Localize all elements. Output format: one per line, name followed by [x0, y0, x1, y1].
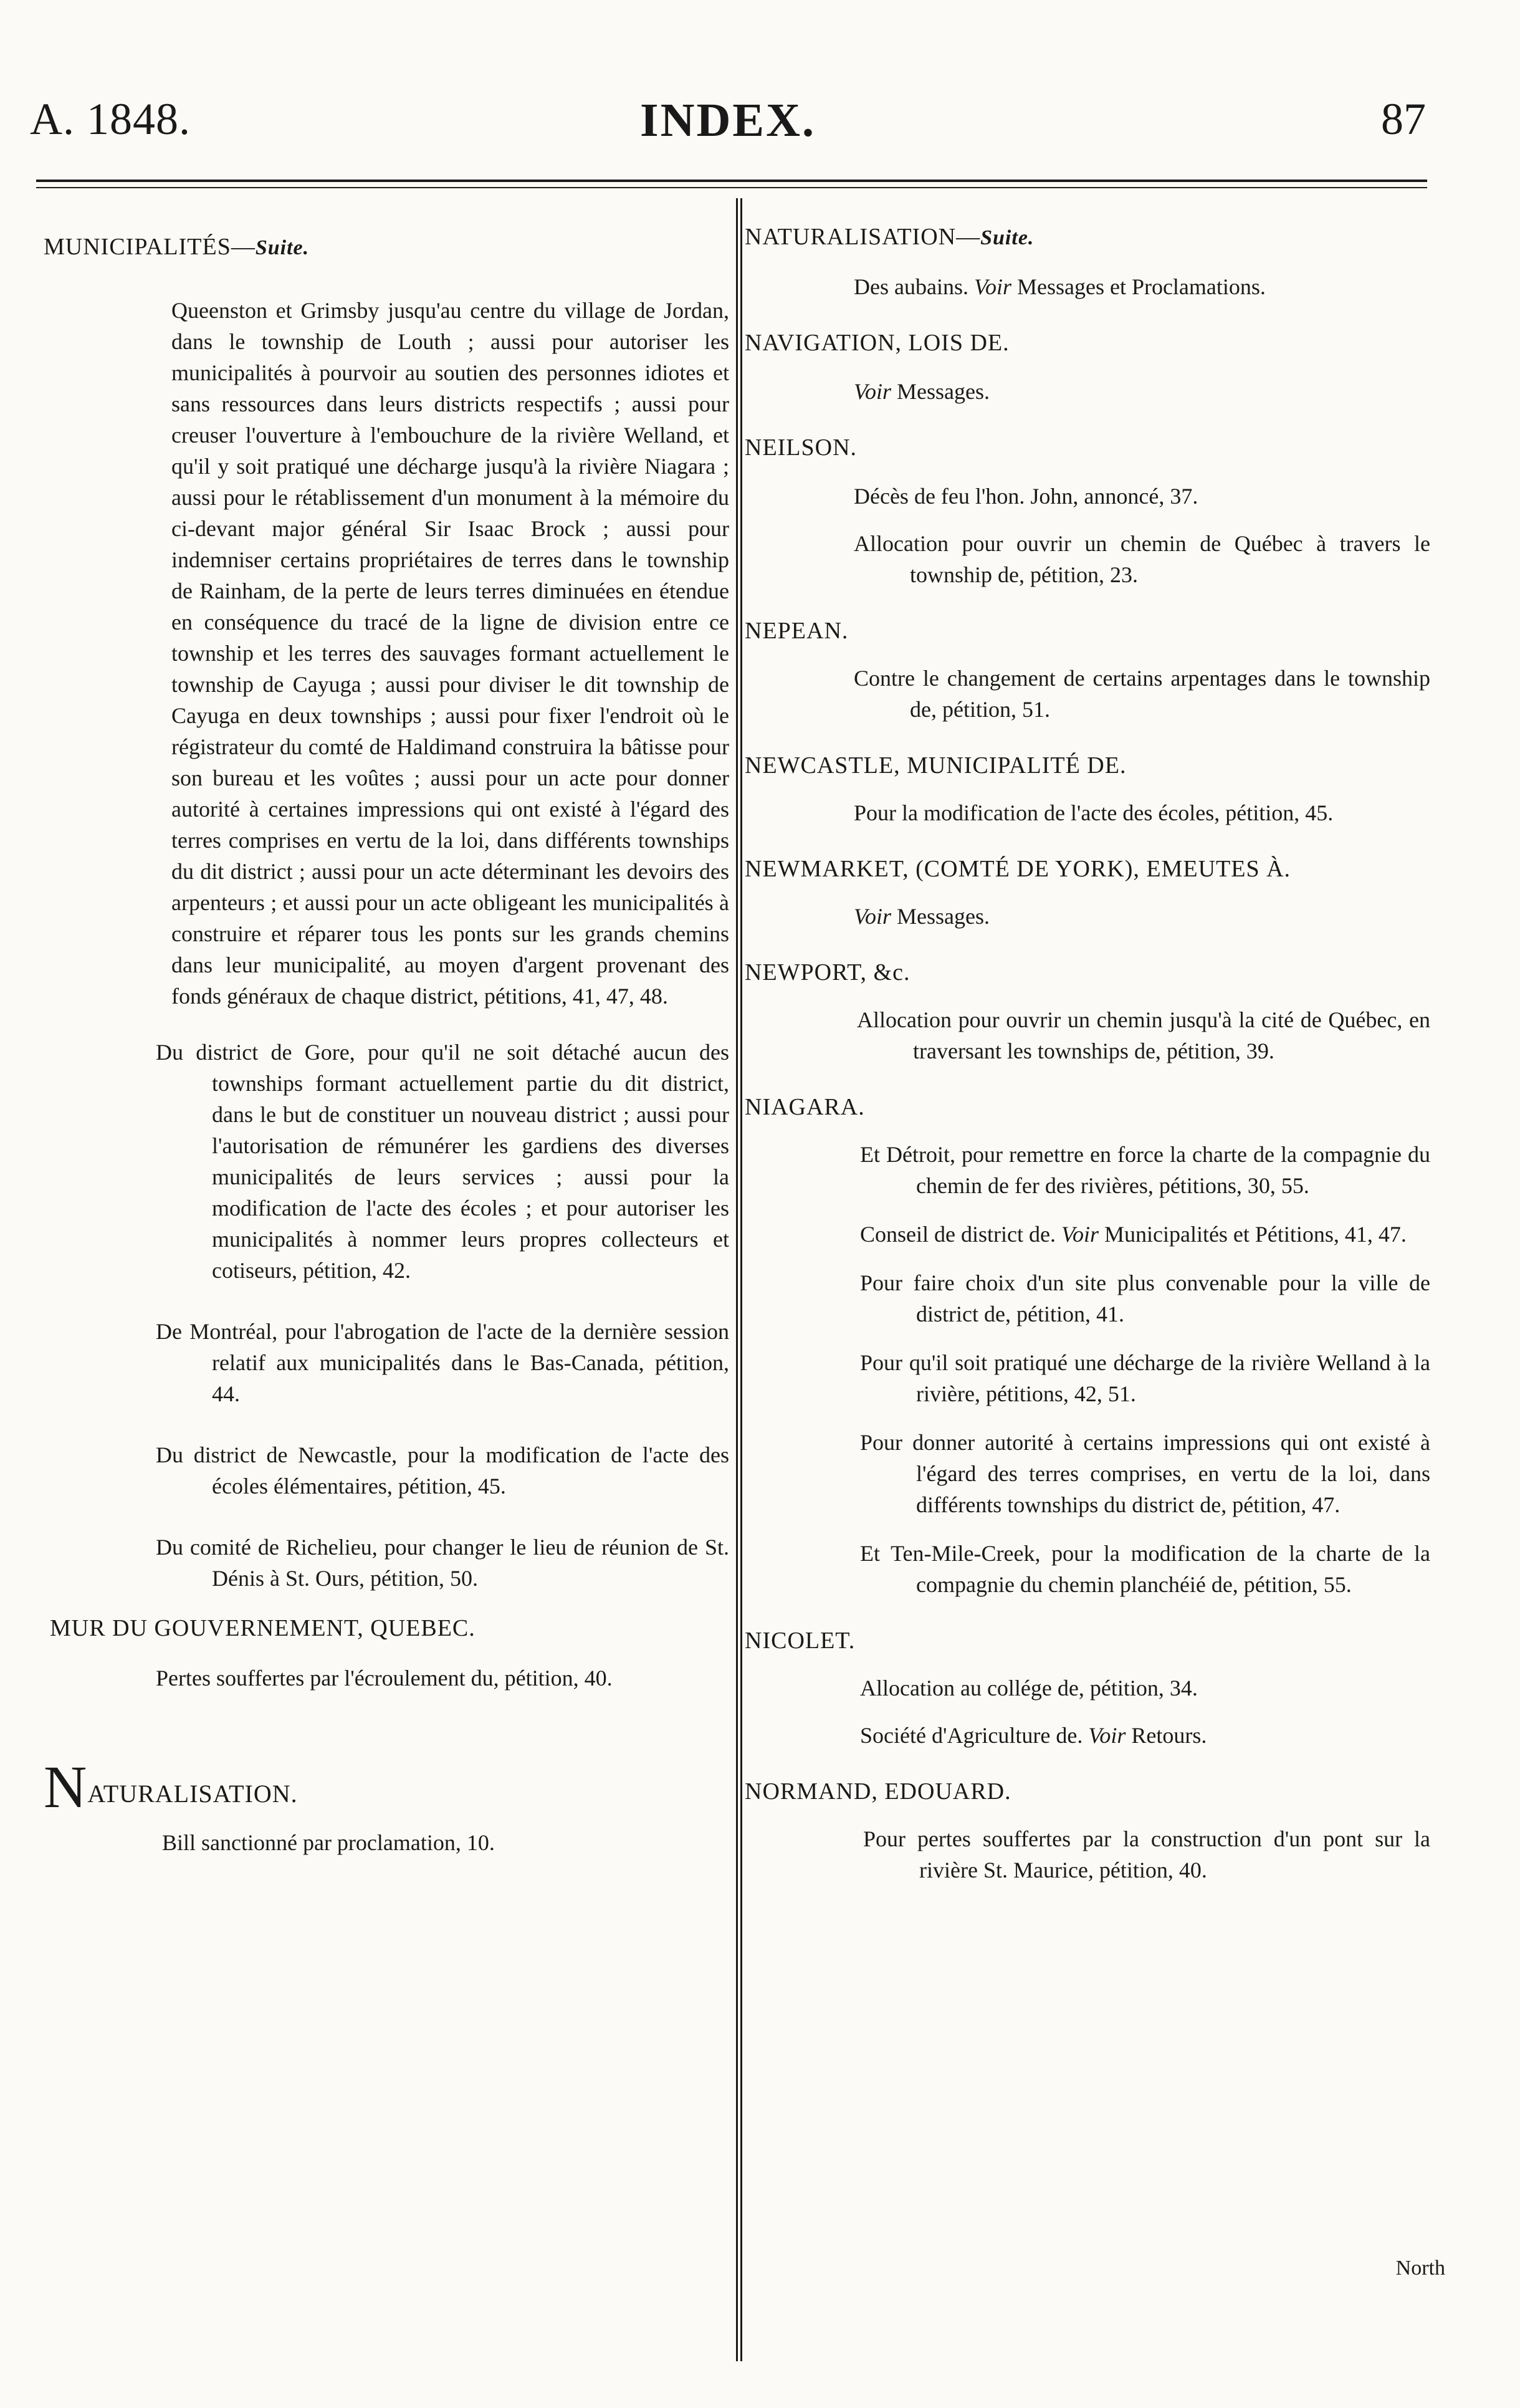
catchword: North	[1395, 2257, 1445, 2280]
entry-text: Société d'Agriculture de.	[860, 1723, 1083, 1748]
heading-text: ATURALISATION.	[87, 1780, 298, 1808]
voir-ref: Voir	[1061, 1222, 1099, 1247]
entry-text: Conseil de district de.	[860, 1222, 1056, 1247]
running-header	[30, 94, 1426, 150]
sub-entry: Et Détroit, pour remettre en force la charte de la compagnie du chemin de fer des rivières, pétitions, 30, 55.	[860, 1142, 1430, 1198]
sub-entry: Pour donner autorité à certains impressions qui ont existé à l'égard des terres comprises, en vertu de la loi, dans différents townships du district de, pétition, 47.	[860, 1430, 1430, 1517]
entry-heading-newmarket: NEWMARKET, (COMTÉ DE YORK), EMEUTES À.	[745, 856, 1291, 882]
entry-heading-naturalisation	[44, 1753, 729, 1820]
entry-heading-nepean: NEPEAN.	[745, 618, 849, 644]
sub-entry: Allocation pour ouvrir un chemin de Québec à travers le township de, pétition, 23.	[854, 531, 1430, 587]
sub-entry	[854, 271, 1430, 302]
year-label: A. 1848.	[30, 94, 191, 144]
sub-entry	[860, 1720, 1430, 1751]
voir-ref: Voir	[854, 379, 892, 404]
suite-label: Suite.	[980, 226, 1035, 249]
entry-heading-municipalites	[44, 231, 729, 264]
entry-heading-niagara: NIAGARA.	[745, 1094, 865, 1120]
voir-ref: Voir	[1088, 1723, 1126, 1748]
sub-entry: Pertes souffertes par l'écroulement du, pétition, 40.	[156, 1666, 613, 1691]
sub-entry: Et Ten-Mile-Creek, pour la modification de la charte de la compagnie du chemin planchéié de, pétition, 55.	[860, 1541, 1430, 1597]
right-column	[745, 221, 1430, 1886]
header-rule-thick	[36, 180, 1427, 182]
sub-entry: Pour faire choix d'un site plus convenable pour la ville de district de, pétition, 41.	[860, 1270, 1430, 1326]
entry-text: Retours.	[1131, 1723, 1207, 1748]
entry-text: Messages.	[897, 904, 990, 929]
sub-entry: Pour la modification de l'acte des écoles, pétition, 45.	[854, 800, 1334, 825]
sub-entry	[854, 901, 1430, 932]
entry-heading-navigation: NAVIGATION, LOIS DE.	[745, 330, 1010, 356]
page-number: 87	[1381, 94, 1426, 144]
sub-entry: Décès de feu l'hon. John, annoncé, 37.	[854, 484, 1198, 509]
heading-text: NATURALISATION—	[745, 224, 981, 250]
suite-label: Suite.	[255, 236, 310, 259]
sub-entry: De Montréal, pour l'abrogation de l'acte de la dernière session relatif aux municipalités dans le Bas-Canada, pétition, 44.	[156, 1319, 729, 1406]
entry-text: Des aubains.	[854, 274, 968, 299]
sub-entry: Du comité de Richelieu, pour changer le lieu de réunion de St. Dénis à St. Ours, pétition, 50.	[156, 1535, 729, 1591]
sub-entry: Pour qu'il soit pratiqué une décharge de la rivière Welland à la rivière, pétitions, 42, 51.	[860, 1350, 1430, 1406]
column-divider	[736, 198, 742, 2361]
page-title: INDEX.	[640, 94, 816, 146]
voir-ref: Voir	[854, 904, 892, 929]
entry-heading-newcastle: NEWCASTLE, MUNICIPALITÉ DE.	[745, 752, 1127, 779]
entry-heading-newport: NEWPORT, &c.	[745, 959, 911, 986]
sub-entry: Bill sanctionné par proclamation, 10.	[162, 1830, 495, 1855]
entry-heading-nicolet: NICOLET.	[745, 1628, 856, 1654]
sub-entry	[854, 376, 1430, 407]
entry-text: Municipalités et Pétitions, 41, 47.	[1104, 1222, 1407, 1247]
entry-text: Messages et Proclamations.	[1016, 274, 1266, 299]
entry-heading-normand: NORMAND, EDOUARD.	[745, 1778, 1011, 1805]
drop-initial: N	[44, 1753, 88, 1820]
entry-heading-mur: MUR DU GOUVERNEMENT, QUEBEC.	[50, 1615, 476, 1641]
entry-text: Messages.	[897, 379, 990, 404]
entry-heading-neilson: NEILSON.	[745, 434, 858, 461]
header-rule-thin	[36, 187, 1427, 188]
sub-entry: Du district de Newcastle, pour la modification de l'acte des écoles élémentaires, pétition, 45.	[156, 1442, 729, 1499]
sub-entry: Allocation pour ouvrir un chemin jusqu'à la cité de Québec, en traversant les townships de, pétition, 39.	[857, 1007, 1430, 1063]
sub-entry: Du district de Gore, pour qu'il ne soit détaché aucun des townships formant actuellement partie du dit district, dans le but de constituer un nouveau district ; aussi pour l'autorisation de rémunérer les gardiens des diverses municipalités de leurs services ; aussi pour la modification de l'acte des écoles ; et pour autoriser les municipalités à nommer leurs propres collecteurs et cotiseurs, pétition, 42.	[156, 1040, 729, 1283]
sub-entry: Pour pertes souffertes par la construction d'un pont sur la rivière St. Maurice, pétition, 40.	[863, 1826, 1430, 1883]
sub-entry: Contre le changement de certains arpentages dans le township de, pétition, 51.	[854, 666, 1430, 722]
sub-entry	[860, 1219, 1430, 1250]
entry-heading-naturalisation-suite	[745, 221, 1430, 254]
heading-text: MUNICIPALITÉS—	[44, 234, 256, 260]
voir-ref: Voir	[973, 274, 1011, 299]
sub-entry: Queenston et Grimsby jusqu'au centre du village de Jordan, dans le township de Louth ; aussi pour autoriser les municipalités à pourvoir au soutien des personnes idiotes et sans ressources dans leurs districts respectifs ; aussi pour creuser l'ouverture à l'embouchure de la rivière Welland, et qu'il y soit pratiqué une décharge jusqu'à la rivière Niagara ; aussi pour le rétablissement d'un monument à la mémoire du ci-devant major général Sir Isaac Brock ; aussi pour indemniser certains propriétaires de terres dans le township de Rainham, de la perte de leurs terres diminuées en étendue en conséquence du tracé de la ligne de division entre ce township et les terres des sauvages formant actuellement le township de Cayuga ; aussi pour diviser le dit township de Cayuga en deux townships ; aussi pour fixer l'endroit où le régistrateur du comté de Haldimand construira la bâtisse pour son bureau et les voûtes ; aussi pour un acte pour donner autorité à certaines impressions qui ont existé à l'égard des terres comprises en vertu de la loi, dans différents townships du dit district ; aussi pour un acte déterminant les devoirs des arpenteurs ; et aussi pour un acte obligeant les municipalités à construire et réparer tous les ponts sur les grands chemins dans leur municipalité, au moyen d'argent provenant des fonds généraux de chaque district, pétitions, 41, 47, 48.	[171, 298, 729, 1009]
left-column	[44, 221, 729, 1858]
sub-entry: Allocation au collége de, pétition, 34.	[860, 1676, 1198, 1700]
